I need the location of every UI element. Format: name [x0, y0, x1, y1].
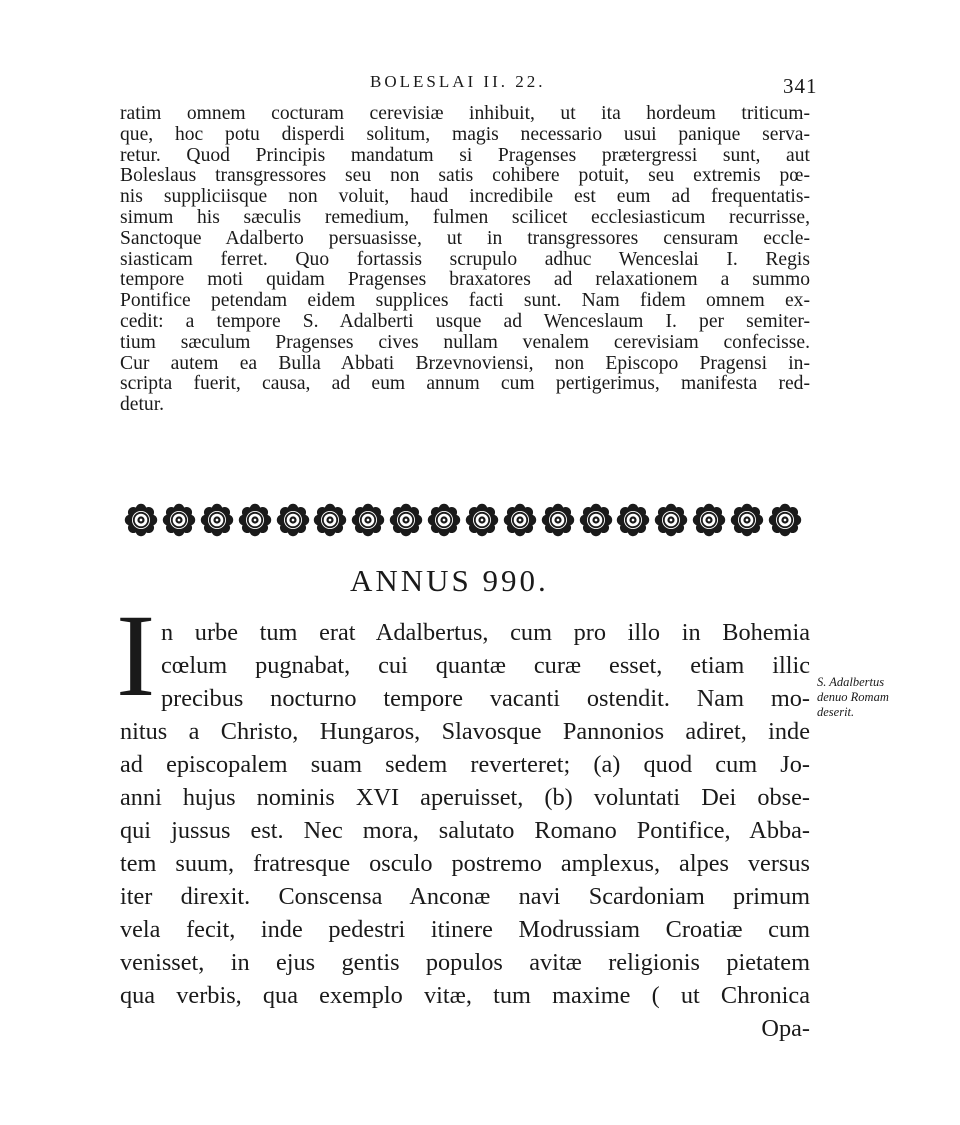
ornamental-rule — [123, 499, 803, 541]
rosette-ornament-icon — [578, 502, 614, 538]
running-head: BOLESLAI II. 22. — [370, 72, 546, 91]
rosette-ornament-icon — [275, 502, 311, 538]
rosette-ornament-icon — [312, 502, 348, 538]
rosette-ornament-icon — [123, 502, 159, 538]
section-heading: ANNUS 990. — [350, 563, 549, 598]
marginal-note-line: S. Adalbertus — [817, 675, 885, 689]
text-line: qui jussus est. Nec mora, salutato Romano Pontifice, Abba- — [120, 817, 810, 844]
rosette-ornament-icon — [540, 502, 576, 538]
text-line: retur. Quod Principis mandatum si Pragenses prætergressi sunt, aut — [120, 144, 810, 166]
text-line: simum his sæculis remedium, fulmen scilicet ecclesiasticum recurrisse, — [120, 206, 810, 228]
text-line: ratim omnem cocturam cerevisiæ inhibuit, ut ita hordeum triticum- — [120, 103, 810, 124]
rosette-ornament-icon — [729, 502, 765, 538]
marginal-note-line: deserit. — [817, 705, 855, 719]
text-line: cœlum pugnabat, cui quantæ curæ esset, etiam illic — [161, 652, 810, 679]
main-paragraph — [120, 616, 810, 1045]
text-line: Pontifice petendam eidem supplices facti sunt. Nam fidem omnem ex- — [120, 290, 810, 312]
text-line: ad episcopalem suam sedem reverteret; (a) quod cum Jo- — [120, 751, 810, 778]
text-line: qua verbis, qua exemplo vitæ, tum maxime ( ut Chronica — [120, 982, 810, 1009]
rosette-ornament-icon — [199, 502, 235, 538]
text-line: n urbe tum erat Adalbertus, cum pro illo in Bohemia — [161, 619, 810, 646]
text-line: Sanctoque Adalberto persuasisse, ut in transgressores censuram eccle- — [120, 227, 810, 249]
text-line: que, hoc potu disperdi solitum, magis necessario usui panique serva- — [120, 123, 810, 145]
text-line: cedit: a tempore S. Adalberti usque ad Wenceslaum I. per semiter- — [120, 310, 810, 332]
rosette-ornament-icon — [237, 502, 273, 538]
marginal-note-line: denuo Romam — [817, 690, 889, 704]
drop-cap: I — [116, 590, 156, 721]
rosette-ornament-icon — [691, 502, 727, 538]
rosette-ornament-icon — [502, 502, 538, 538]
text-line: tem suum, fratresque osculo postremo amplexus, alpes versus — [120, 850, 810, 877]
text-line: Cur autem ea Bulla Abbati Brzevnoviensi, non Episcopo Pragensi in- — [120, 352, 810, 374]
rosette-ornament-icon — [464, 502, 500, 538]
top-paragraph — [120, 104, 810, 416]
marginal-note — [817, 675, 957, 720]
text-line: iter direxit. Conscensa Anconæ navi Scardoniam primum — [120, 883, 810, 910]
rosette-ornament-icon — [426, 502, 462, 538]
rosette-ornament-icon — [350, 502, 386, 538]
rosette-ornament-icon — [615, 502, 651, 538]
text-line: scripta fuerit, causa, ad eum annum cum pertigerimus, manifesta red- — [120, 373, 810, 395]
rosette-ornament-icon — [767, 502, 803, 538]
page-number: 341 — [783, 74, 818, 98]
text-line: tempore moti quidam Pragenses braxatores ad relaxationem a summo — [120, 269, 810, 291]
text-line: nitus a Christo, Hungaros, Slavosque Pannonios adiret, inde — [120, 718, 810, 745]
text-line: anni hujus nominis XVI aperuisset, (b) voluntati Dei obse- — [120, 784, 810, 811]
text-line: tium sæculum Pragenses cives nullam venalem cerevisiam confecisse. — [120, 331, 810, 353]
text-line: nis suppliciisque non voluit, haud incredibile est eum ad frequentatis- — [120, 186, 810, 208]
text-line: venisset, in ejus gentis populos avitæ religionis pietatem — [120, 949, 810, 976]
text-line: precibus nocturno tempore vacanti ostendit. Nam mo- — [161, 685, 810, 712]
rosette-ornament-icon — [388, 502, 424, 538]
text-line: siasticam ferret. Quo fortassis scrupulo adhuc Wenceslai I. Regis — [120, 248, 810, 270]
catchword: Opa- — [761, 1015, 810, 1042]
text-line: Boleslaus transgressores seu non satis cohibere potuit, seu extremis pœ- — [120, 165, 810, 187]
rosette-ornament-icon — [161, 502, 197, 538]
rosette-ornament-icon — [653, 502, 689, 538]
text-line: vela fecit, inde pedestri itinere Modrussiam Croatiæ cum — [120, 916, 810, 943]
text-line: detur. — [120, 394, 165, 416]
